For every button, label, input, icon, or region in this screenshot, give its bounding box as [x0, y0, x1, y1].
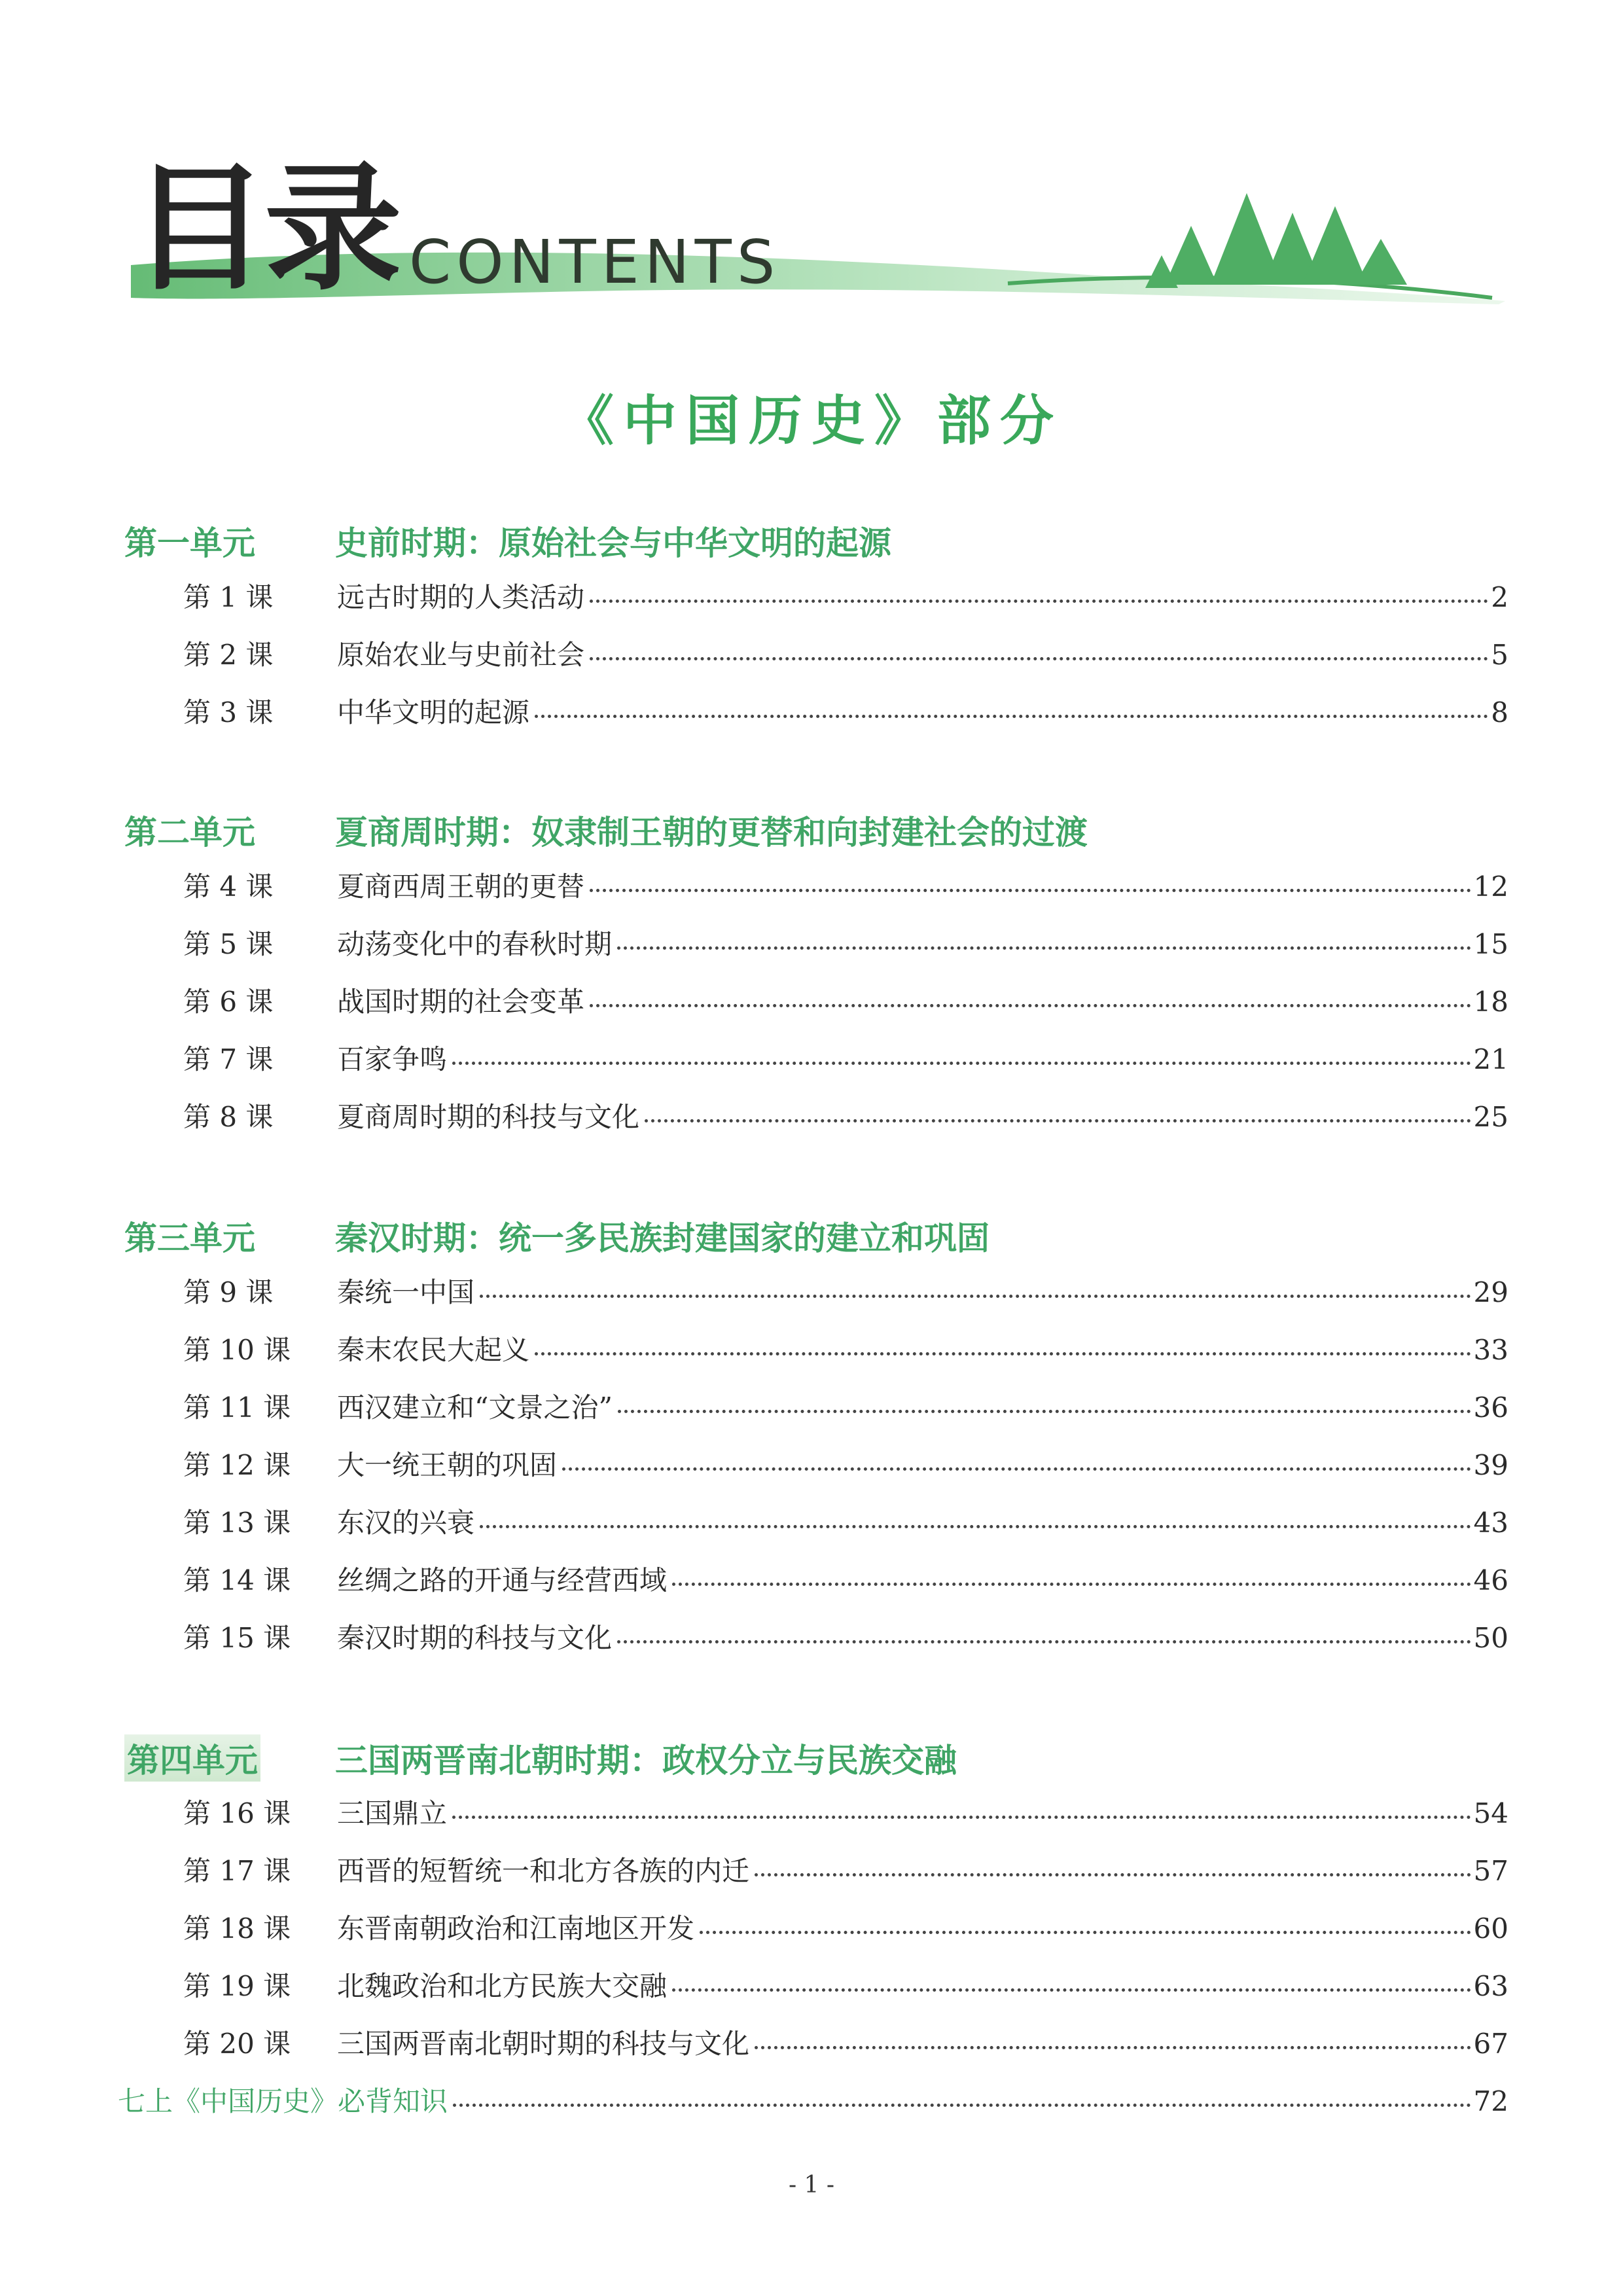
dot-leader — [535, 708, 1488, 718]
toc-entry[interactable] — [183, 865, 1508, 905]
lesson-number: 第 18 课 — [183, 1912, 291, 1945]
page-number: 50 — [1473, 1622, 1508, 1654]
page-number: 8 — [1491, 696, 1508, 728]
lesson-title: 秦末农民大起义 — [337, 1334, 530, 1366]
unit-label: 第四单元 — [124, 1734, 260, 1782]
lesson-title: 夏商西周王朝的更替 — [337, 870, 585, 903]
unit-title: 夏商周时期：奴隶制王朝的更替和向封建社会的过渡 — [335, 814, 1088, 852]
toc-entry-extra[interactable] — [118, 2080, 1508, 2119]
page-number: 63 — [1473, 1970, 1508, 2002]
page-number: 60 — [1473, 1912, 1508, 1945]
unit-label: 第三单元 — [124, 1219, 255, 1257]
dot-leader — [617, 940, 1471, 950]
contents-title-cn: 目录 — [131, 149, 399, 309]
page-number: 57 — [1473, 1855, 1508, 1887]
dot-leader — [453, 2097, 1471, 2107]
page-number: 36 — [1473, 1391, 1508, 1424]
lesson-title: 东晋南朝政治和江南地区开发 — [337, 1912, 695, 1945]
page-number: 21 — [1473, 1043, 1508, 1075]
unit-title: 三国两晋南北朝时期：政权分立与民族交融 — [335, 1742, 957, 1780]
unit-heading[interactable] — [124, 1734, 1512, 1787]
lesson-number: 第 19 课 — [183, 1970, 291, 2002]
footer-page-number: - 1 - — [788, 2172, 835, 2198]
dot-leader — [480, 1518, 1471, 1528]
dot-leader — [590, 651, 1488, 660]
unit-heading[interactable] — [124, 1212, 1512, 1265]
unit-label: 第一单元 — [124, 524, 255, 562]
page-number: 67 — [1473, 2028, 1508, 2060]
lesson-title: 北魏政治和北方民族大交融 — [337, 1970, 668, 2002]
toc-entry[interactable] — [183, 923, 1508, 962]
dot-leader — [755, 1867, 1471, 1876]
toc-entry[interactable] — [183, 1329, 1508, 1368]
section-title: 《中国历史》部分 — [560, 390, 1063, 452]
tree-icon — [1145, 193, 1407, 288]
page-number: 15 — [1473, 928, 1508, 960]
lesson-number: 第 20 课 — [183, 2028, 291, 2060]
dot-leader — [452, 1055, 1471, 1065]
page-number: 54 — [1473, 1797, 1508, 1829]
toc-entry[interactable] — [183, 1444, 1508, 1483]
lesson-title: 丝绸之路的开通与经营西域 — [337, 1564, 668, 1596]
dot-leader — [590, 997, 1471, 1007]
toc-entry[interactable] — [183, 1501, 1508, 1541]
extra-title: 七上《中国历史》必背知识 — [118, 2085, 448, 2117]
dot-leader — [618, 1403, 1471, 1413]
lesson-title: 大一统王朝的巩固 — [337, 1449, 558, 1481]
page-number: 12 — [1473, 870, 1508, 903]
dot-leader — [590, 882, 1471, 892]
lesson-title: 三国鼎立 — [337, 1797, 448, 1829]
toc-entry[interactable] — [183, 1907, 1508, 1946]
dot-leader — [645, 1113, 1471, 1122]
contents-title-en: CONTENTS — [409, 227, 781, 297]
lesson-number: 第 11 课 — [183, 1391, 291, 1424]
page-number: 18 — [1473, 986, 1508, 1018]
lesson-title: 中华文明的起源 — [337, 696, 530, 728]
toc-entry[interactable] — [183, 1096, 1508, 1135]
toc-entry[interactable] — [183, 1850, 1508, 1889]
lesson-title: 秦统一中国 — [337, 1276, 475, 1308]
dot-leader — [700, 1924, 1471, 1934]
toc-entry[interactable] — [183, 2022, 1508, 2062]
lesson-title: 动荡变化中的春秋时期 — [337, 928, 613, 960]
unit-heading[interactable] — [124, 806, 1512, 859]
page-number: 25 — [1473, 1101, 1508, 1133]
lesson-title: 原始农业与史前社会 — [337, 639, 585, 671]
unit-heading[interactable] — [124, 517, 1512, 569]
dot-leader — [590, 593, 1488, 603]
page-number: 72 — [1473, 2085, 1508, 2117]
lesson-number: 第 9 课 — [183, 1276, 274, 1308]
lesson-title: 东汉的兴衰 — [337, 1507, 475, 1539]
dot-leader — [562, 1461, 1471, 1471]
lesson-title: 百家争鸣 — [337, 1043, 448, 1075]
lesson-number: 第 17 课 — [183, 1855, 291, 1887]
unit-title: 史前时期：原始社会与中华文明的起源 — [335, 524, 891, 562]
dot-leader — [755, 2039, 1471, 2049]
dot-leader — [535, 1346, 1471, 1355]
toc-entry[interactable] — [183, 691, 1508, 730]
toc-entry[interactable] — [183, 1386, 1508, 1426]
page-number: 2 — [1491, 581, 1508, 613]
lesson-number: 第 2 课 — [183, 639, 274, 671]
unit-title: 秦汉时期：统一多民族封建国家的建立和巩固 — [335, 1219, 990, 1257]
lesson-number: 第 15 课 — [183, 1622, 291, 1654]
page-number: 43 — [1473, 1507, 1508, 1539]
page-number: 39 — [1473, 1449, 1508, 1481]
toc-entry[interactable] — [183, 980, 1508, 1020]
unit-label: 第二单元 — [124, 814, 255, 852]
lesson-number: 第 14 课 — [183, 1564, 291, 1596]
lesson-number: 第 3 课 — [183, 696, 274, 728]
lesson-number: 第 8 课 — [183, 1101, 274, 1133]
lesson-title: 战国时期的社会变革 — [337, 986, 585, 1018]
dot-leader — [452, 1809, 1471, 1819]
toc-entry[interactable] — [183, 576, 1508, 615]
lesson-number: 第 1 课 — [183, 581, 274, 613]
lesson-title: 远古时期的人类活动 — [337, 581, 585, 613]
dot-leader — [617, 1634, 1471, 1643]
page-number: 33 — [1473, 1334, 1508, 1366]
lesson-number: 第 6 课 — [183, 986, 274, 1018]
lesson-title: 西晋的短暂统一和北方各族的内迁 — [337, 1855, 750, 1887]
toc-entry[interactable] — [183, 1271, 1508, 1310]
page-number: 5 — [1491, 639, 1508, 671]
lesson-number: 第 10 课 — [183, 1334, 291, 1366]
dot-leader — [672, 1982, 1471, 1992]
toc-entry[interactable] — [183, 1965, 1508, 2004]
dot-leader — [480, 1288, 1471, 1298]
toc-entry[interactable] — [183, 1559, 1508, 1598]
lesson-number: 第 16 课 — [183, 1797, 291, 1829]
lesson-number: 第 13 课 — [183, 1507, 291, 1539]
lesson-number: 第 5 课 — [183, 928, 274, 960]
lesson-title: 西汉建立和“文景之治” — [337, 1391, 613, 1424]
toc-entry[interactable] — [183, 1792, 1508, 1831]
toc-entry[interactable] — [183, 1617, 1508, 1656]
lesson-number: 第 12 课 — [183, 1449, 291, 1481]
dot-leader — [672, 1576, 1471, 1586]
toc-entry[interactable] — [183, 634, 1508, 673]
lesson-title: 三国两晋南北朝时期的科技与文化 — [337, 2028, 750, 2060]
lesson-title: 秦汉时期的科技与文化 — [337, 1622, 613, 1654]
lesson-title: 夏商周时期的科技与文化 — [337, 1101, 640, 1133]
page-number: 46 — [1473, 1564, 1508, 1596]
lesson-number: 第 7 课 — [183, 1043, 274, 1075]
toc-entry[interactable] — [183, 1038, 1508, 1077]
lesson-number: 第 4 课 — [183, 870, 274, 903]
page-number: 29 — [1473, 1276, 1508, 1308]
